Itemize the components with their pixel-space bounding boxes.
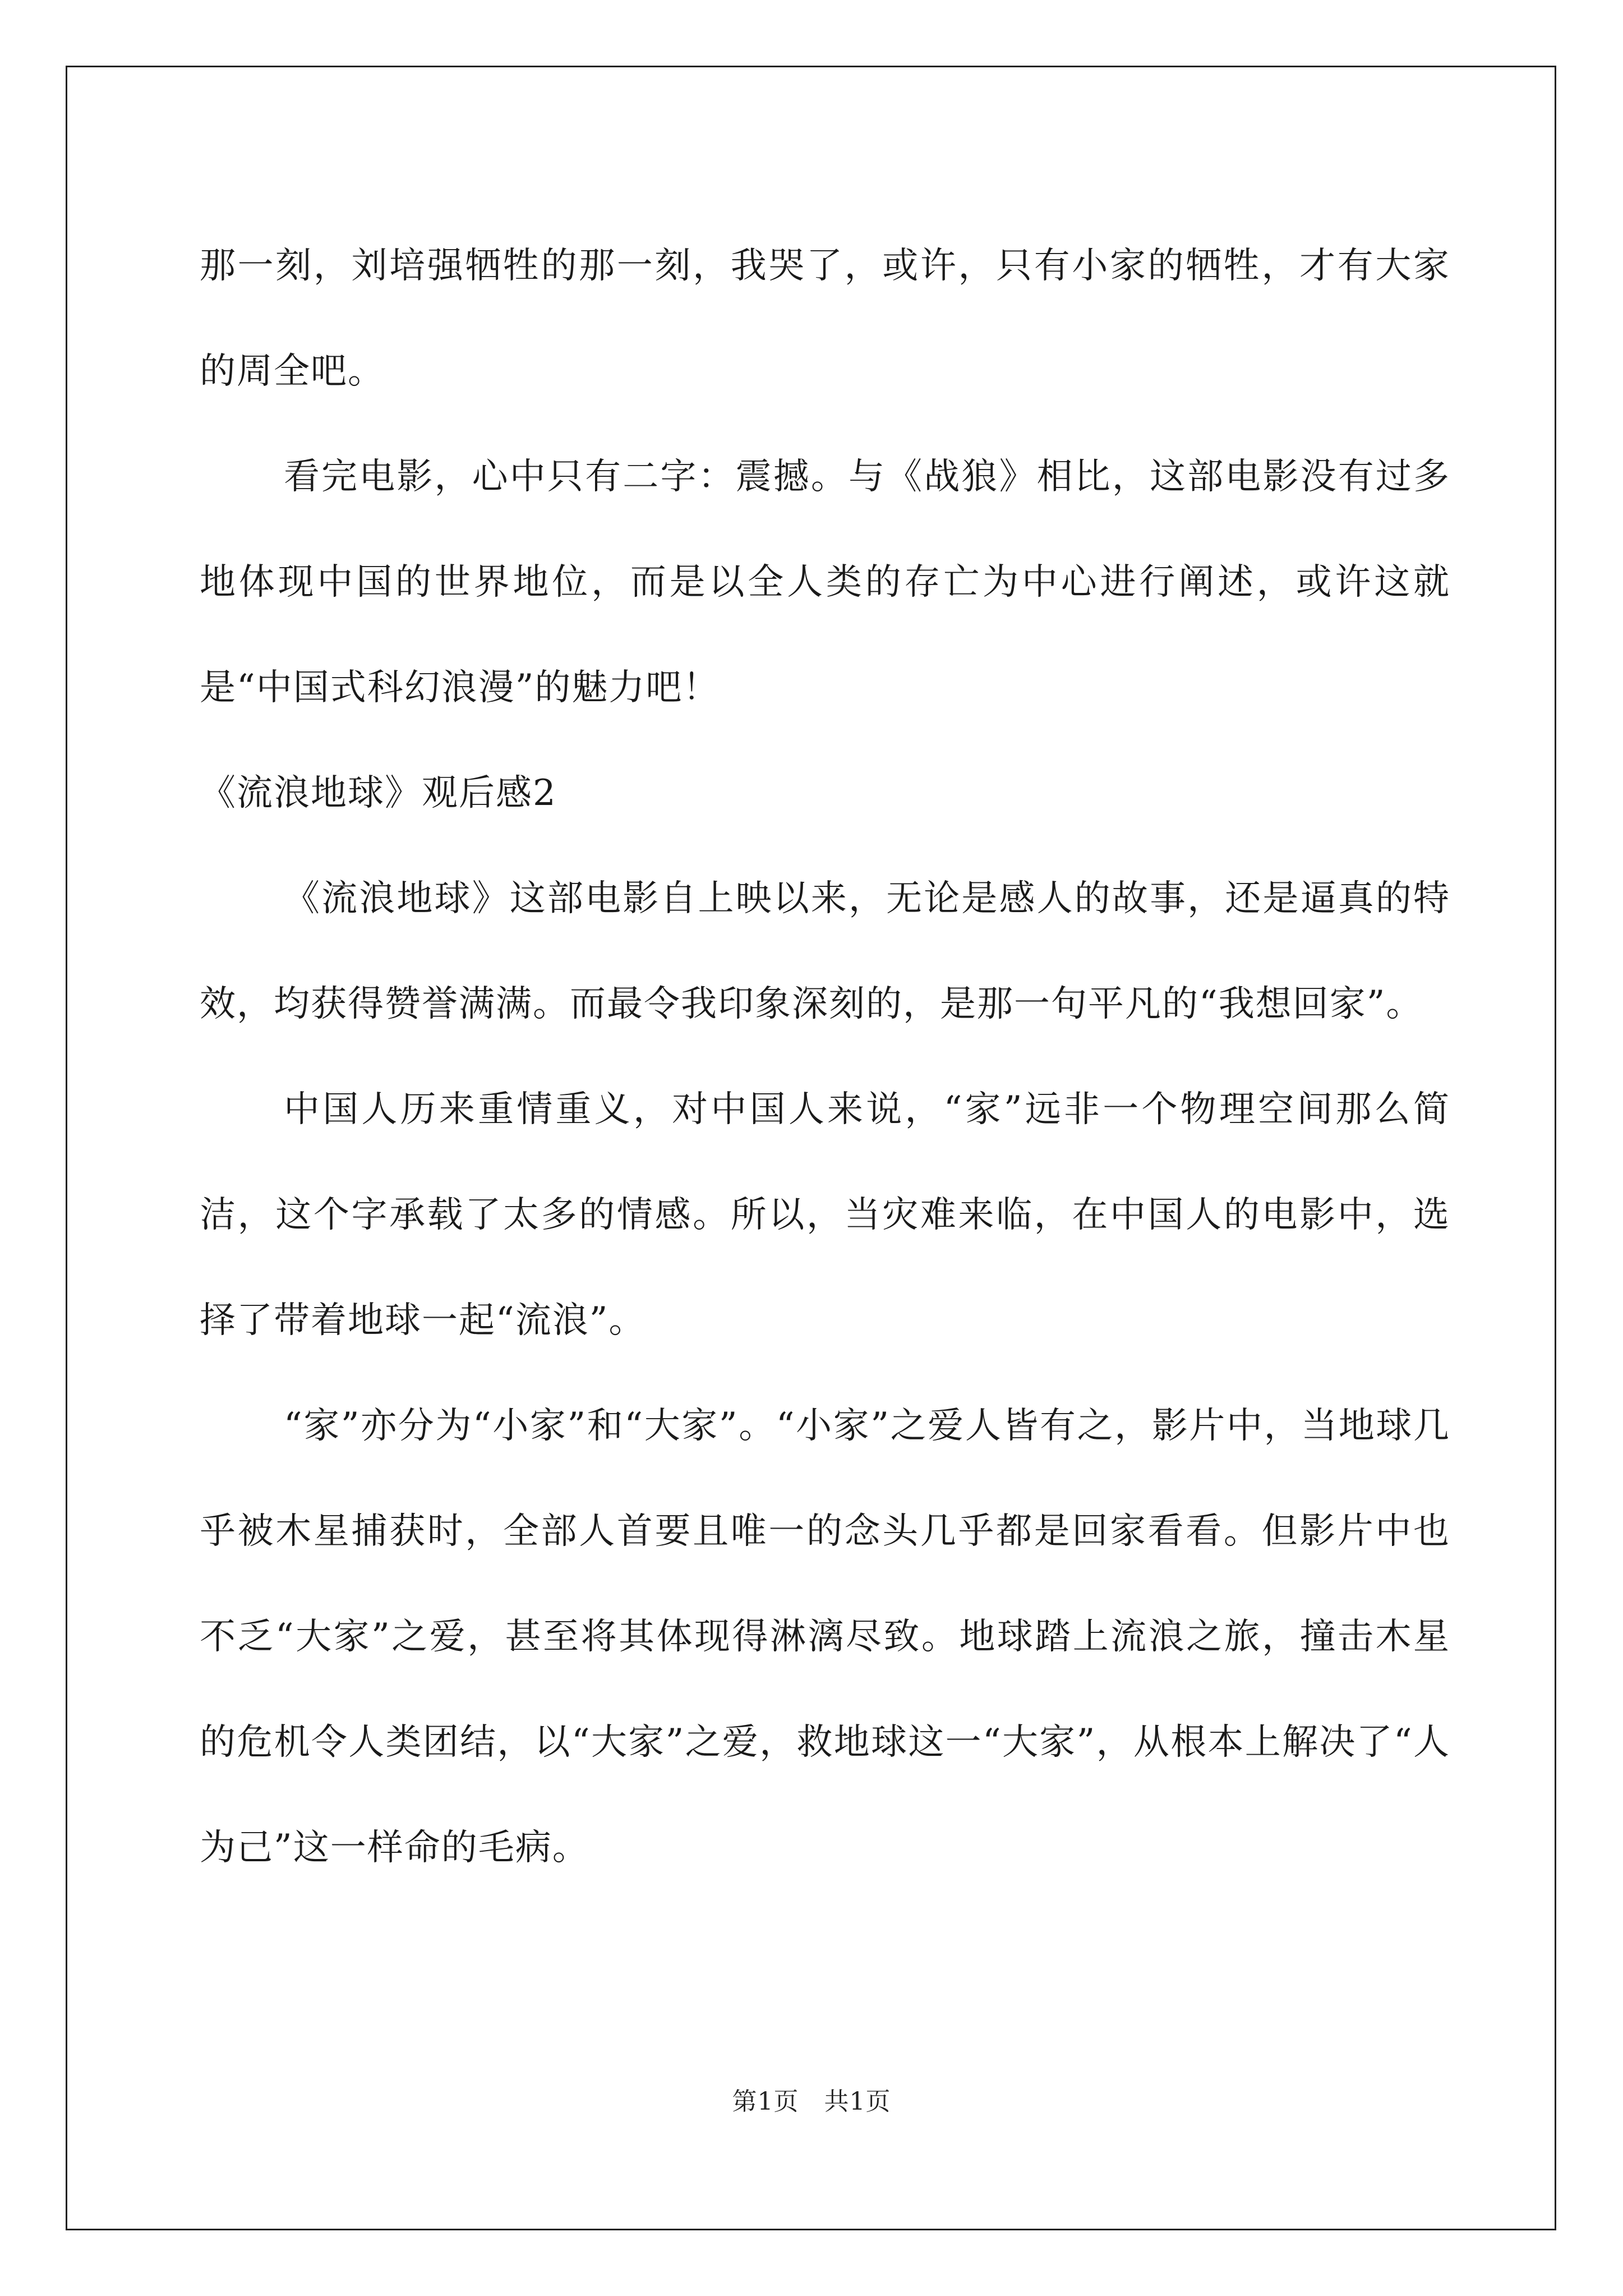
section-heading: 《流浪地球》观后感2 bbox=[200, 772, 557, 814]
page-number-footer: 第1页 共1页 bbox=[732, 2087, 891, 2116]
document-body bbox=[200, 213, 1450, 1901]
paragraph-1: 那一刻，刘培强牺牲的那一刻，我哭了，或许，只有小家的牺牲，才有大家的周全吧。 bbox=[200, 245, 1450, 392]
paragraph-3: 《流浪地球》这部电影自上映以来，无论是感人的故事，还是逼真的特效，均获得赞誉满满。而最令我印象深刻的，是那一句平凡的“我想回家”。 bbox=[200, 878, 1450, 1025]
paragraph-4: 中国人历来重情重义，对中国人来说，“家”远非一个物理空间那么简洁，这个字承载了太多的情感。所以，当灾难来临，在中国人的电影中，选择了带着地球一起“流浪”。 bbox=[200, 1089, 1450, 1341]
paragraph-2: 看完电影，心中只有二字：震撼。与《战狼》相比，这部电影没有过多地体现中国的世界地位，而是以全人类的存亡为中心进行阐述，或许这就是“中国式科幻浪漫”的魅力吧！ bbox=[200, 456, 1450, 708]
paragraph-5: “家”亦分为“小家”和“大家”。“小家”之爱人皆有之，影片中，当地球几乎被木星捕获时，全部人首要且唯一的念头几乎都是回家看看。但影片中也不乏“大家”之爱，甚至将其体现得淋漓尽致。地球踏上流浪之旅，撞击木星的危机令人类团结，以“大家”之爱，救地球这一“大家”，从根本上解决了“人为己”这一样命的毛病。 bbox=[200, 1405, 1450, 1869]
